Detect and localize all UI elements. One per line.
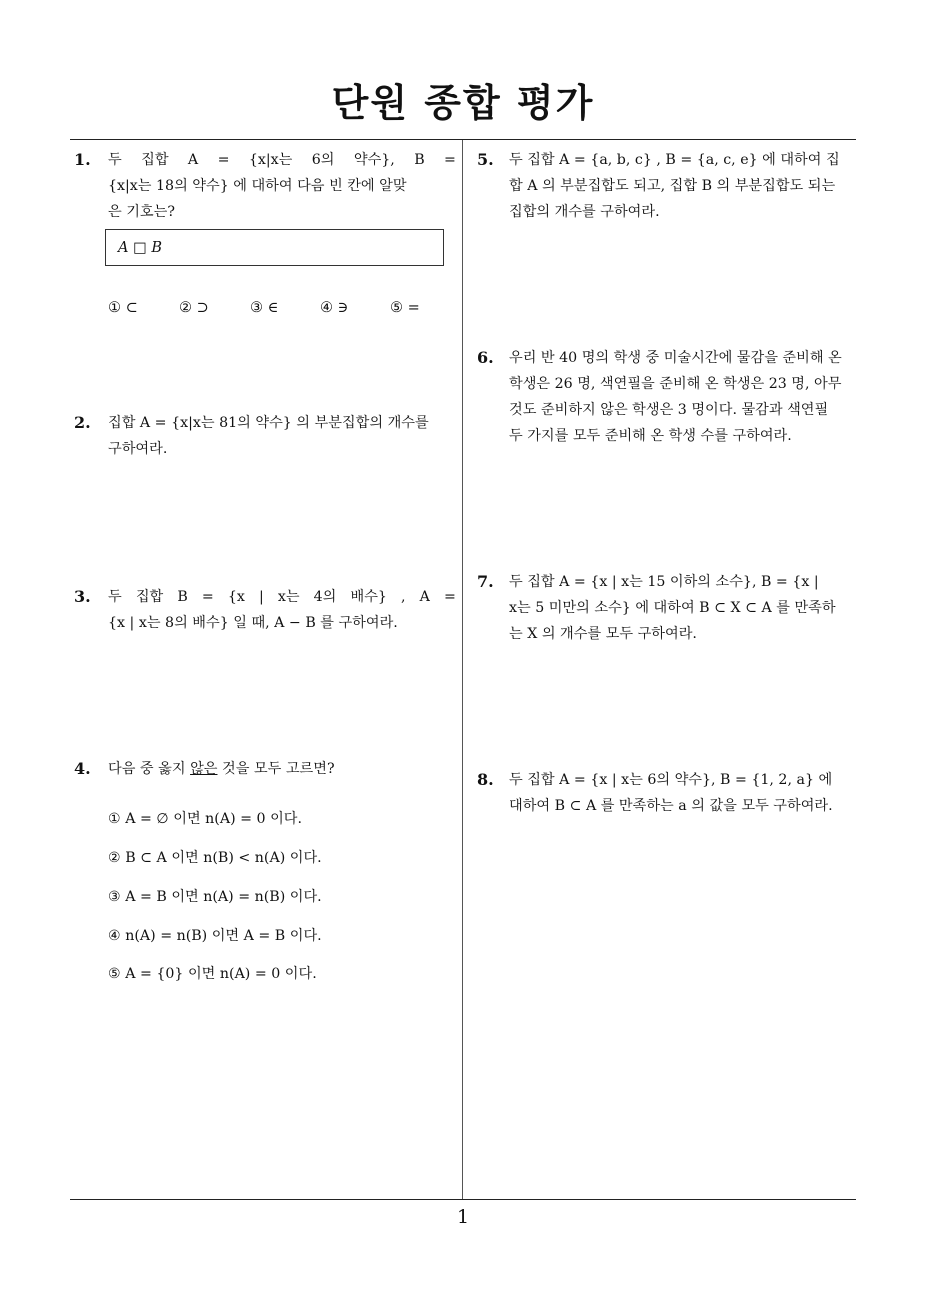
option-item[interactable]: ④ n(A) = n(B) 이면 A = B 이다. (108, 928, 322, 944)
choice-item[interactable]: ③ ∈ (250, 300, 279, 316)
question-number: 6. (477, 348, 494, 367)
question-text (509, 345, 859, 449)
question-line (108, 756, 456, 782)
word: = (444, 152, 456, 168)
question-line: 학생은 26 명, 색연필을 준비해 온 학생은 23 명, 아무 (509, 376, 842, 392)
question-line (108, 584, 456, 610)
question-text (509, 767, 859, 819)
question-line (108, 147, 456, 173)
question-line: {x|x는 18의 약수} 에 대하여 다음 빈 칸에 알맞 (108, 178, 407, 194)
question-line: 대하여 B ⊂ A 를 만족하는 a 의 값을 모두 구하여라. (509, 798, 833, 814)
word: 배수} (350, 589, 387, 605)
question-line: 두 집합 A = {x | x는 15 이하의 소수}, B = {x | (509, 574, 819, 590)
word: 두 (108, 589, 122, 605)
question-number: 8. (477, 770, 494, 789)
top-rule (70, 139, 856, 140)
question-number: 5. (477, 150, 494, 169)
word: = (443, 589, 456, 605)
answer-box: A □ B (105, 229, 444, 266)
question-text (108, 756, 456, 782)
question-number: 4. (74, 759, 91, 778)
word: 집합 (135, 589, 164, 605)
choice-item[interactable]: ① ⊂ (108, 300, 138, 316)
question-number: 7. (477, 572, 494, 591)
prompt-part: 것을 모두 고르면? (217, 761, 335, 777)
word: A (187, 152, 199, 168)
underlined-word: 않은 (190, 761, 218, 777)
word: 두 (108, 152, 122, 168)
question-line: 구하여라. (108, 441, 168, 457)
question-line: 은 기호는? (108, 204, 175, 220)
prompt-part: 다음 중 옳지 (108, 761, 191, 777)
word: A (419, 589, 430, 605)
question-text (509, 147, 859, 225)
column-divider (462, 140, 463, 1199)
word: | (258, 589, 264, 605)
word: 집합 (141, 152, 169, 168)
question-line: 우리 반 40 명의 학생 중 미술시간에 물감을 준비해 온 (509, 350, 842, 366)
question-number: 3. (74, 587, 91, 606)
word: 6의 (311, 152, 335, 168)
word: {x|x는 (248, 152, 293, 168)
question-text (108, 410, 456, 462)
word: {x (227, 589, 245, 605)
question-number: 1. (74, 150, 91, 169)
choice-item[interactable]: ⑤ = (390, 300, 420, 316)
question-line: 것도 준비하지 않은 학생은 3 명이다. 물감과 색연필 (509, 402, 829, 418)
question-line: 두 집합 A = {x | x는 6의 약수}, B = {1, 2, a} 에 (509, 772, 833, 788)
question-text (108, 147, 456, 225)
word: , (401, 589, 406, 605)
option-item[interactable]: ① A = ∅ 이면 n(A) = 0 이다. (108, 811, 302, 827)
option-item[interactable]: ⑤ A = {0} 이면 n(A) = 0 이다. (108, 966, 317, 982)
word: B (414, 152, 425, 168)
page-title: 단원 종합 평가 (331, 81, 595, 125)
option-item[interactable]: ③ A = B 이면 n(A) = n(B) 이다. (108, 889, 322, 905)
word: B (177, 589, 188, 605)
question-line: 집합의 개수를 구하여라. (509, 204, 660, 220)
word: 4의 (313, 589, 337, 605)
word: 약수}, (353, 152, 395, 168)
word: = (201, 589, 214, 605)
question-text (509, 569, 859, 647)
question-line: {x | x는 8의 배수} 일 때, A − B 를 구하여라. (108, 615, 398, 631)
option-item[interactable]: ② B ⊂ A 이면 n(B) < n(A) 이다. (108, 850, 322, 866)
question-line: x는 5 미만의 소수} 에 대하여 B ⊂ X ⊂ A 를 만족하 (509, 600, 836, 616)
question-line: 합 A 의 부분집합도 되고, 집합 B 의 부분집합도 되는 (509, 178, 836, 194)
choice-item[interactable]: ② ⊃ (179, 300, 209, 316)
question-line: 집합 A = {x|x는 81의 약수} 의 부분집합의 개수를 (108, 415, 429, 431)
bottom-rule (70, 1199, 856, 1200)
question-line: 두 집합 A = {a, b, c} , B = {a, c, e} 에 대하여 집 (509, 152, 840, 168)
word: = (217, 152, 230, 168)
word: x는 (277, 589, 300, 605)
question-text (108, 584, 456, 636)
choice-item[interactable]: ④ ∋ (320, 300, 349, 316)
question-number: 2. (74, 413, 91, 432)
question-line: 는 X 의 개수를 모두 구하여라. (509, 626, 697, 642)
page-number: 1 (456, 1206, 470, 1228)
question-line: 두 가지를 모두 준비해 온 학생 수를 구하여라. (509, 428, 792, 444)
